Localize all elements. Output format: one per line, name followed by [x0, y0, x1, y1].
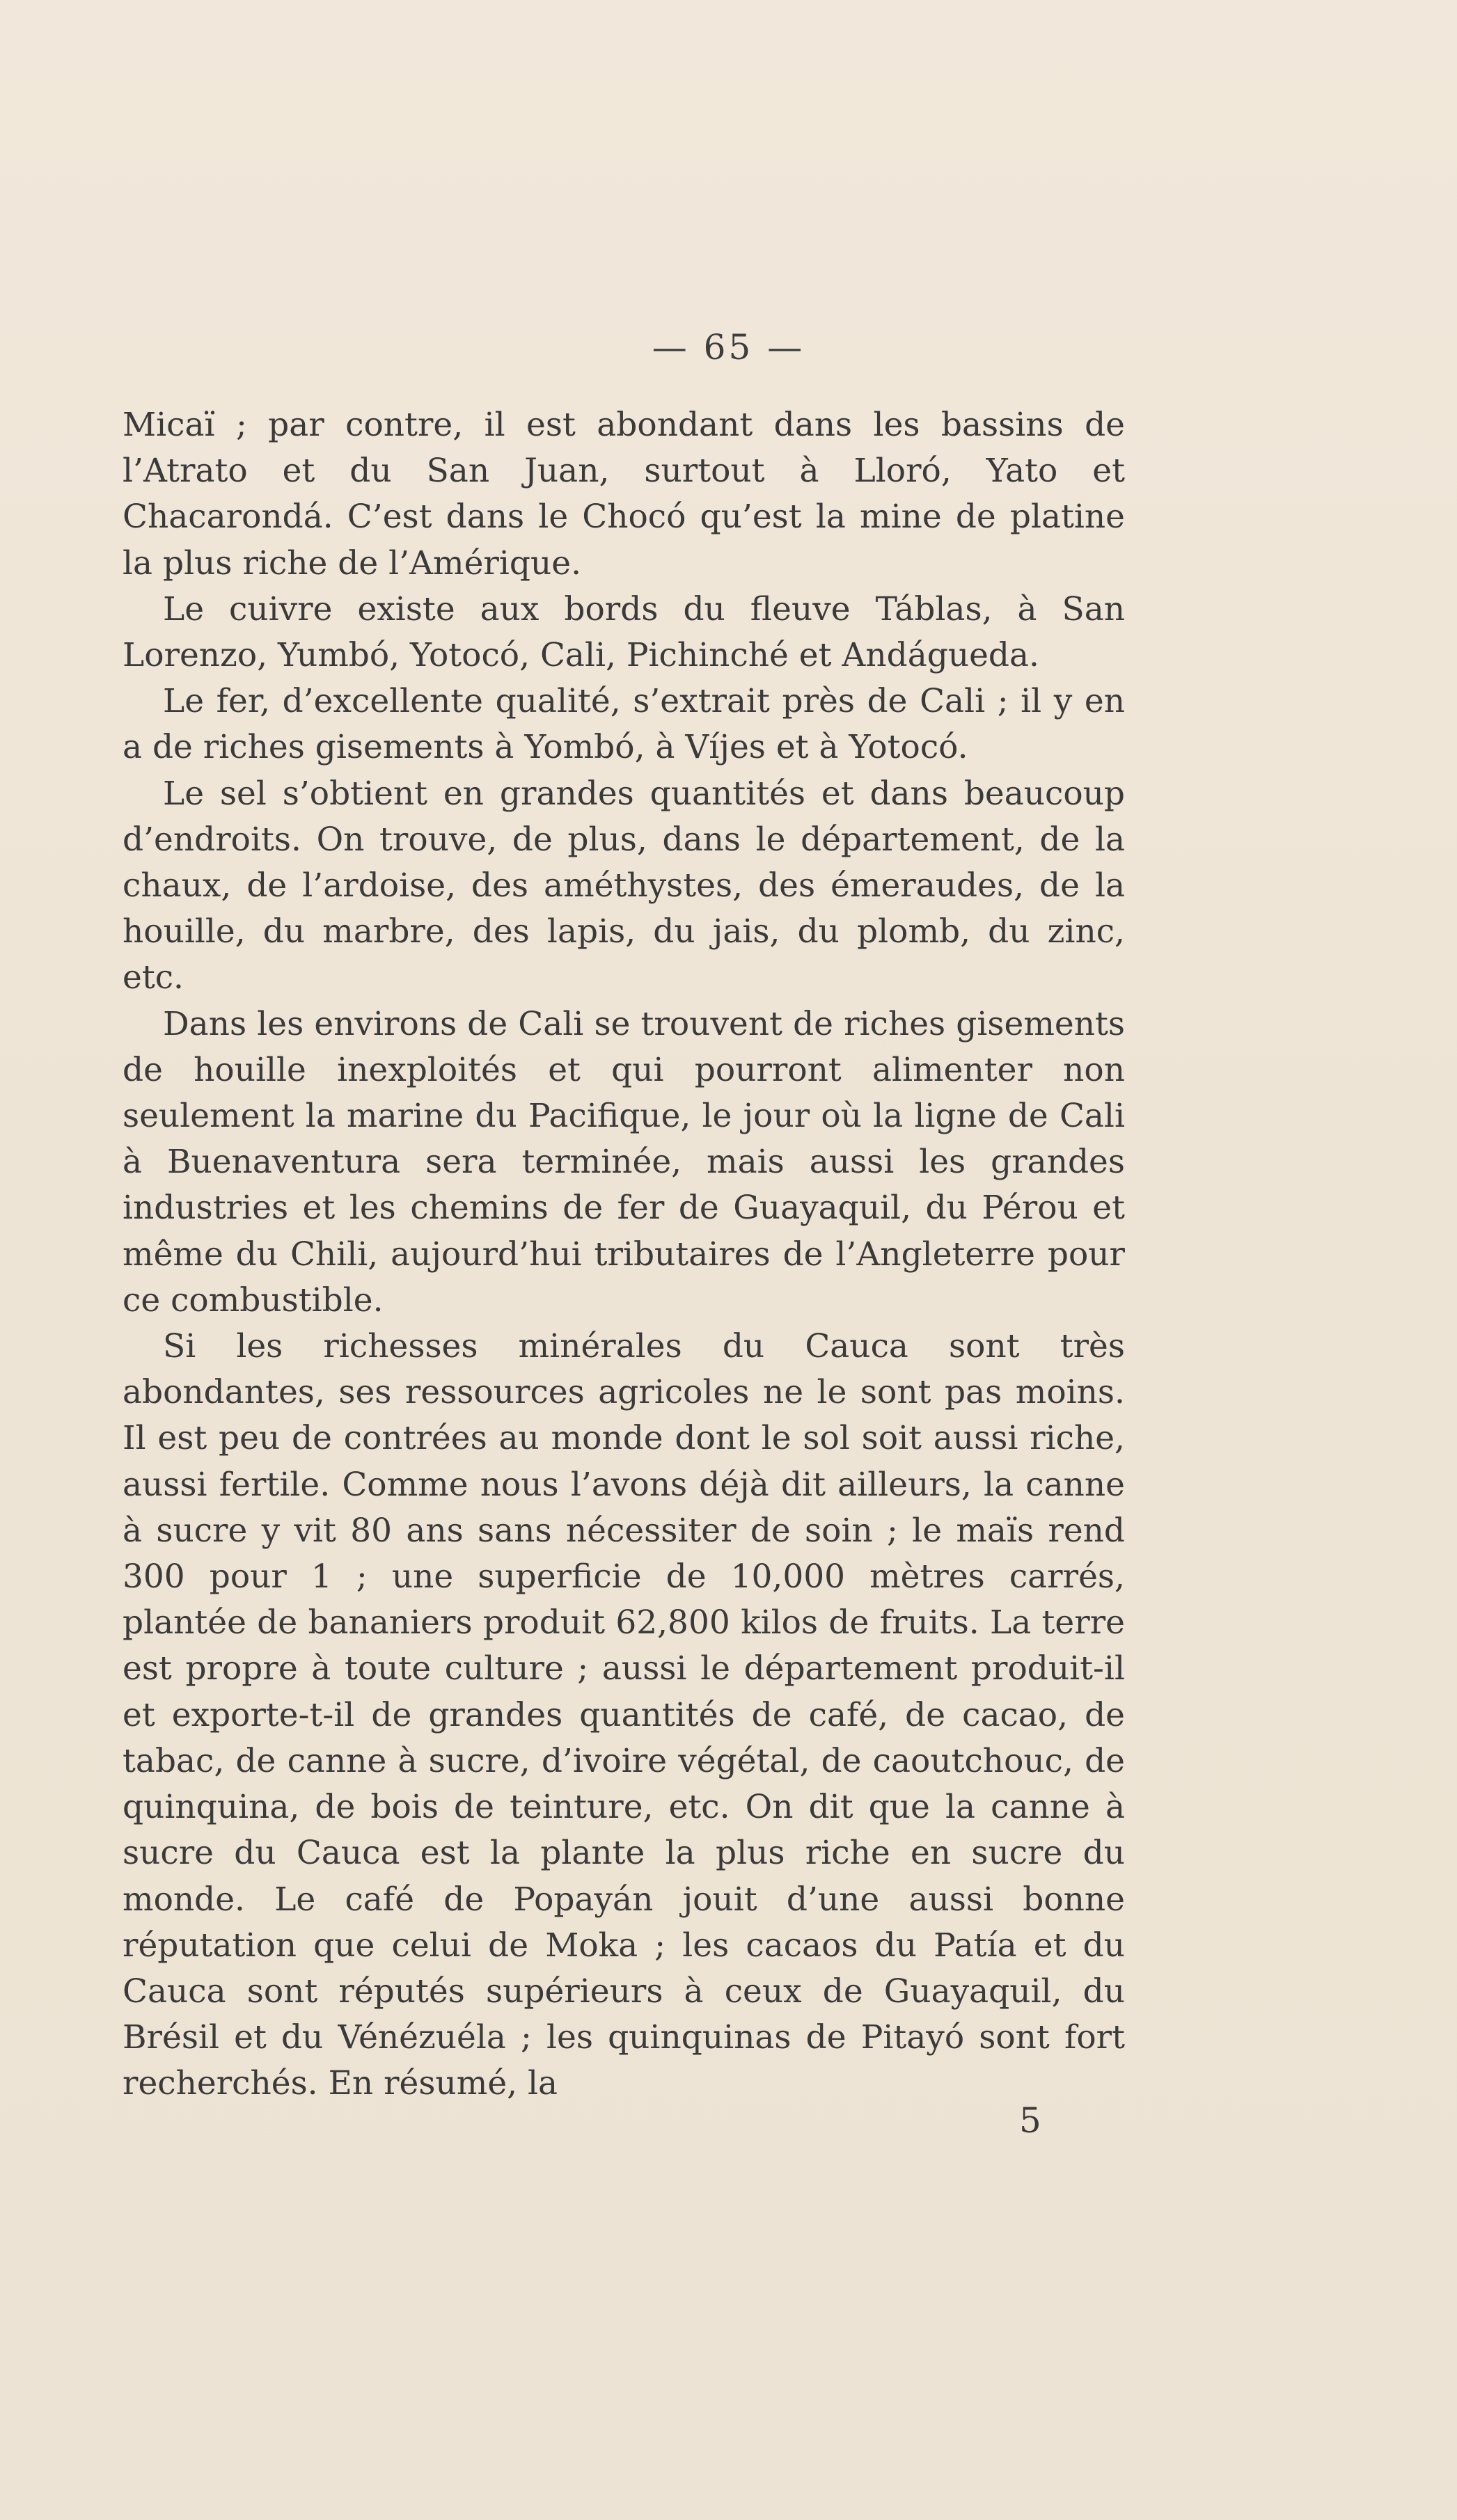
- paragraph: Si les richesses minérales du Cauca sont très abondantes, ses ressources agricoles ne le sont pas moins. Il est peu de contrées au monde dont le sol soit aussi riche, aussi fertile. Comme nous l’avons déjà dit ailleurs, la canne à sucre y vit 80 ans sans nécessiter de soin ; le maïs rend 300 pour 1 ; une superficie de 10,000 mètres carrés, plantée de bananiers produit 62,800 kilos de fruits. La terre est propre à toute culture ; aussi le département produit-il et exporte-t-il de grandes quantités de café, de cacao, de tabac, de canne à sucre, d’ivoire végétal, de caoutchouc, de quinquina, de bois de teinture, etc. On dit que la canne à sucre du Cauca est la plante la plus riche en sucre du monde. Le café de Popayán jouit d’une aussi bonne réputation que celui de Moka ; les cacaos du Patía et du Cauca sont réputés supérieurs à ceux de Guayaquil, du Brésil et du Vénézuéla ; les quinquinas de Pitayó sont fort recherchés. En résumé, la: [123, 1327, 1125, 2103]
- paragraph: Le sel s’obtient en grandes quantités et dans beaucoup d’endroits. On trouve, de plus, dans le département, de la chaux, de l’ardoise, des améthystes, des émeraudes, de la houille, du marbre, des lapis, du jais, du plomb, du zinc, etc.: [123, 774, 1125, 997]
- paragraph: Le cuivre existe aux bords du fleuve Táblas, à San Lorenzo, Yumbó, Yotocó, Cali, Pichinché et Andágueda.: [123, 589, 1125, 675]
- signature-mark: 5: [1019, 2100, 1041, 2141]
- paragraph: Le fer, d’excellente qualité, s’extrait près de Cali ; il y en a de riches gisements à Yombó, à Víjes et à Yotocó.: [123, 682, 1125, 767]
- body-text: [123, 402, 1125, 2107]
- page-number: — 65 —: [652, 327, 805, 367]
- paragraph: Dans les environs de Cali se trouvent de riches gisements de houille inexploités et qui pourront alimenter non seulement la marine du Pacifique, le jour où la ligne de Cali à Buenaventura sera terminée, mais aussi les grandes industries et les chemins de fer de Guayaquil, du Pérou et même du Chili, aujourd’hui tributaires de l’Angleterre pour ce combustible.: [123, 1004, 1125, 1320]
- paragraph: Micaï ; par contre, il est abondant dans les bassins de l’Atrato et du San Juan, surtout à Lloró, Yato et Chacarondá. C’est dans le Chocó qu’est la mine de platine la plus riche de l’Amérique.: [123, 406, 1125, 583]
